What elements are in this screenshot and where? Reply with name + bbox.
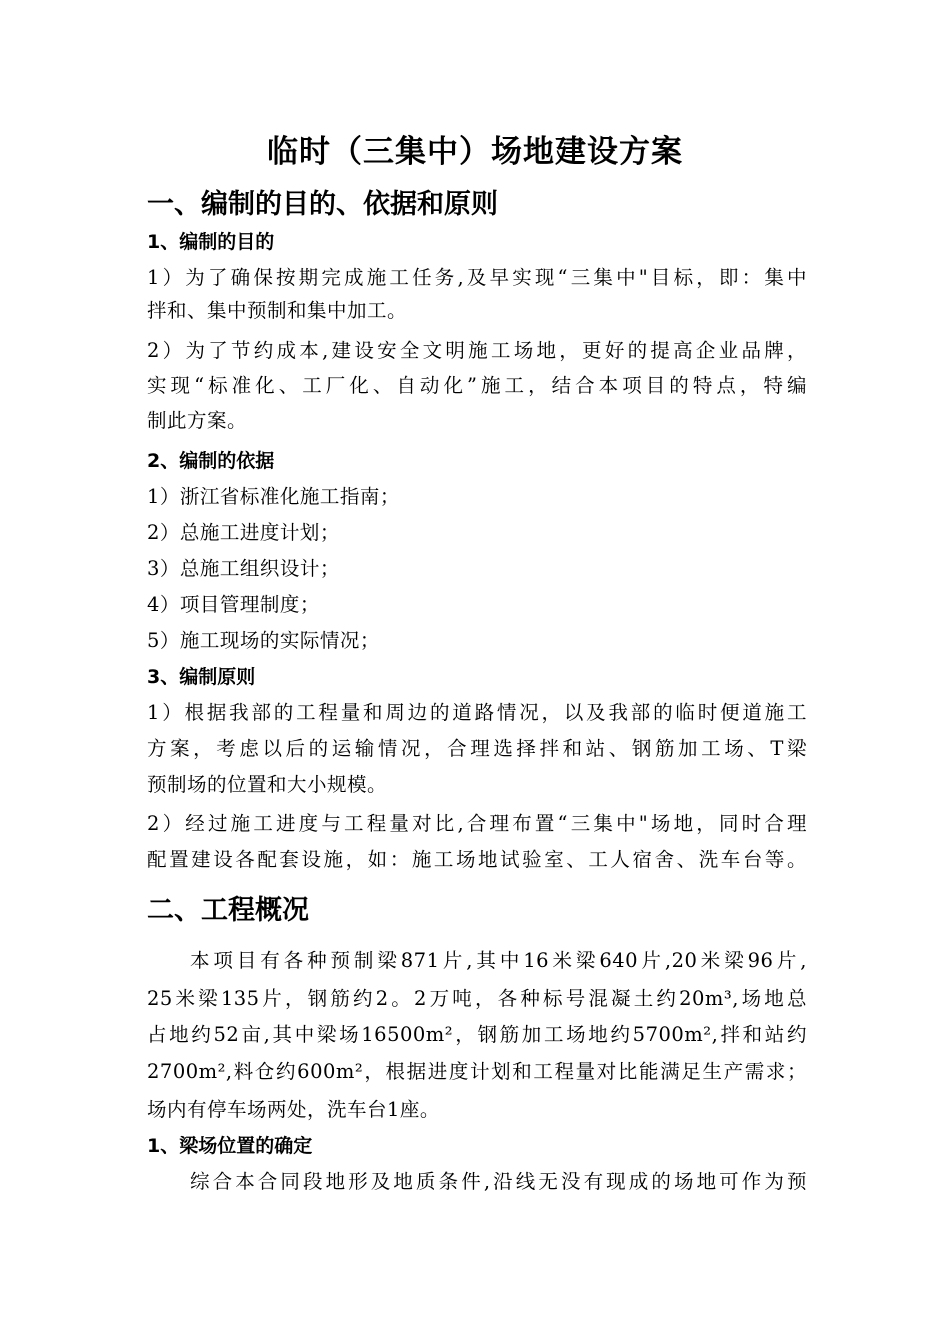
text-line: 1）根据我部的工程量和周边的道路情况，以及我部的临时便道施工	[147, 701, 807, 724]
subsection-heading-principle: 3、编制原则	[147, 666, 256, 688]
text-line: 场内有停车场两处，洗车台1座。	[147, 1098, 440, 1121]
list-item: 5）施工现场的实际情况；	[147, 629, 380, 652]
text-line: 2700m²,料仓约600m²，根据进度计划和工程量对比能满足生产需求；	[147, 1060, 807, 1083]
text-line: 制此方案。	[147, 409, 248, 432]
subsection-heading-beam-yard: 1、梁场位置的确定	[147, 1135, 313, 1157]
section-heading-2: 二、工程概况	[147, 895, 309, 926]
text-line: 占地约52亩,其中梁场16500m²，钢筋加工场地约5700m²,拌和站约	[147, 1023, 807, 1046]
section-heading-1: 一、编制的目的、依据和原则	[147, 189, 498, 220]
list-item: 1）浙江省标准化施工指南；	[147, 485, 400, 508]
list-item: 2）总施工进度计划；	[147, 521, 340, 544]
subsection-heading-purpose: 1、编制的目的	[147, 231, 275, 253]
text-line: 1）为了确保按期完成施工任务,及早实现“三集中"目标，即：集中	[147, 266, 807, 289]
text-line: 预制场的位置和大小规模。	[147, 773, 388, 796]
text-line: 2）经过施工进度与工程量对比,合理布置“三集中"场地，同时合理	[147, 812, 807, 835]
list-item: 4）项目管理制度；	[147, 593, 320, 616]
subsection-heading-basis: 2、编制的依据	[147, 450, 275, 472]
text-line: 实现“标准化、工厂化、自动化”施工，结合本项目的特点，特编	[147, 374, 807, 397]
text-line: 25米梁135片，钢筋约2。2万吨，各种标号混凝土约20m³,场地总	[147, 987, 807, 1010]
text-line: 综合本合同段地形及地质条件,沿线无没有现成的场地可作为预	[190, 1170, 807, 1193]
text-line: 本项目有各种预制梁871片,其中16米梁640片,20米梁96片,	[190, 949, 807, 972]
list-item: 3）总施工组织设计；	[147, 557, 340, 580]
document-title: 临时（三集中）场地建设方案	[267, 134, 683, 170]
text-line: 方案，考虑以后的运输情况，合理选择拌和站、钢筋加工场、T梁	[147, 737, 807, 760]
text-line: 拌和、集中预制和集中加工。	[147, 299, 408, 322]
text-line: 2）为了节约成本,建设安全文明施工场地，更好的提高企业品牌，	[147, 339, 807, 362]
text-line: 配置建设各配套设施，如：施工场地试验室、工人宿舍、洗车台等。	[147, 848, 807, 871]
